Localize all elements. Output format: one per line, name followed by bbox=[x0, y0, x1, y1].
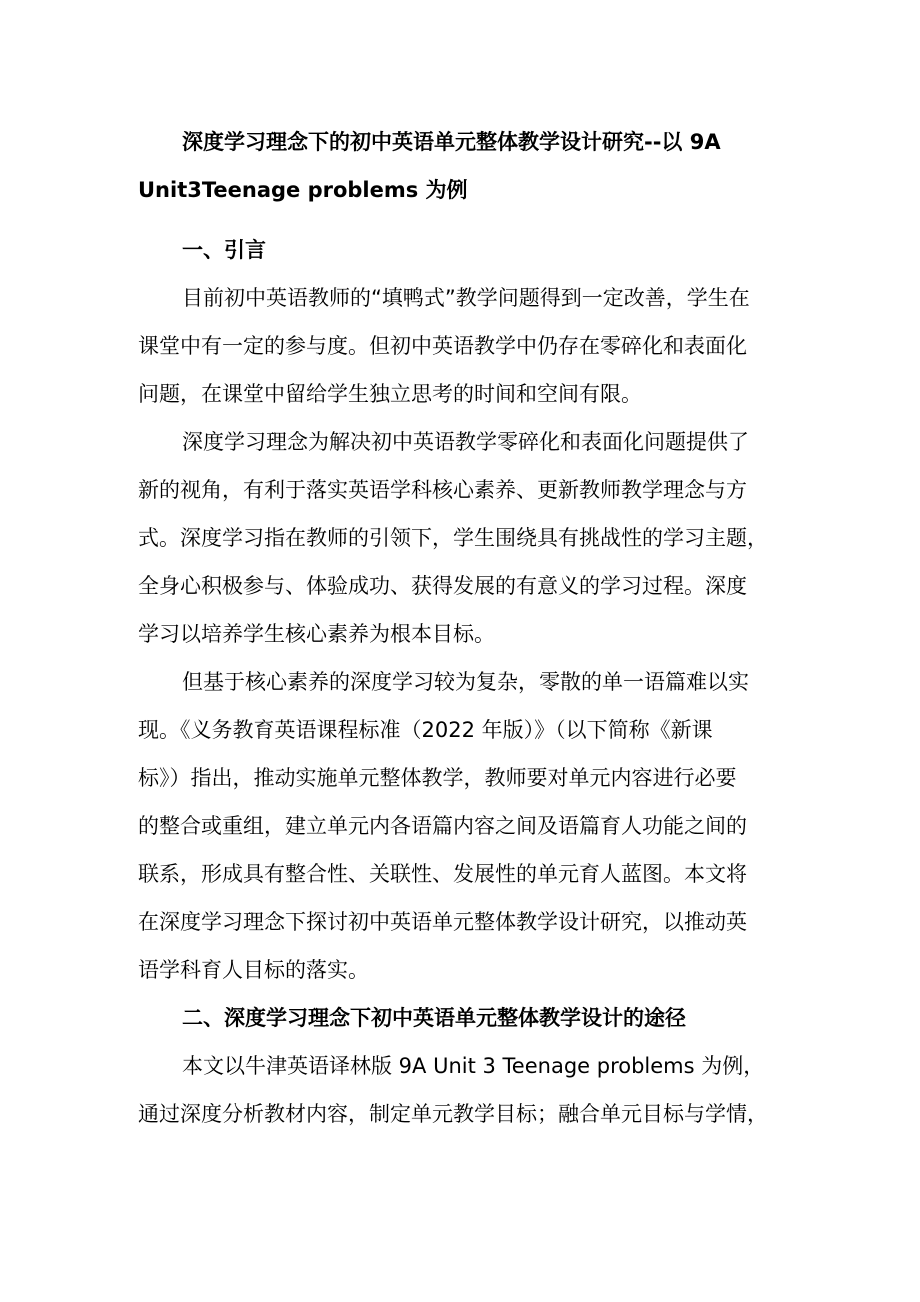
paragraph-1 bbox=[138, 274, 802, 418]
paragraph-line: 目前初中英语教师的“填鸭式”教学问题得到一定改善，学生在 bbox=[182, 286, 750, 310]
paragraph-line: 学习以培养学生核心素养为根本目标。 bbox=[138, 622, 495, 646]
paragraph-line: 式。深度学习指在教师的引领下，学生围绕具有挑战性的学习主题， bbox=[138, 526, 768, 550]
title-line-1: 深度学习理念下的初中英语单元整体教学设计研究--以 9A bbox=[182, 130, 721, 154]
paragraph-line: 通过深度分析教材内容，制定单元教学目标；融合单元目标与学情， bbox=[138, 1102, 768, 1126]
title-line-2: Unit3Teenage problems 为例 bbox=[138, 178, 468, 202]
paragraph-4 bbox=[138, 1042, 802, 1138]
paragraph-line: 新的视角，有利于落实英语学科核心素养、更新教师教学理念与方 bbox=[138, 478, 747, 502]
paragraph-line: 但基于核心素养的深度学习较为复杂，零散的单一语篇难以实 bbox=[182, 670, 749, 694]
paragraph-line: 标》）指出，推动实施单元整体教学，教师要对单元内容进行必要 bbox=[138, 766, 737, 790]
paragraph-line: 问题，在课堂中留给学生独立思考的时间和空间有限。 bbox=[138, 382, 642, 406]
paragraph-line: 深度学习理念为解决初中英语教学零碎化和表面化问题提供了 bbox=[182, 430, 749, 454]
paragraph-line: 全身心积极参与、体验成功、获得发展的有意义的学习过程。深度 bbox=[138, 574, 747, 598]
paragraph-line: 语学科育人目标的落实。 bbox=[138, 958, 369, 982]
document-title bbox=[138, 118, 802, 214]
section-heading-introduction: 一、引言 bbox=[182, 238, 266, 262]
paragraph-line: 的整合或重组，建立单元内各语篇内容之间及语篇育人功能之间的 bbox=[138, 814, 747, 838]
paragraph-3 bbox=[138, 658, 802, 994]
section-heading-approach: 二、深度学习理念下初中英语单元整体教学设计的途径 bbox=[182, 1006, 686, 1030]
paragraph-line: 本文以牛津英语译林版 9A Unit 3 Teenage problems 为例， bbox=[182, 1054, 765, 1078]
paragraph-line: 课堂中有一定的参与度。但初中英语教学中仍存在零碎化和表面化 bbox=[138, 334, 747, 358]
paragraph-2 bbox=[138, 418, 802, 658]
paragraph-line: 现。《义务教育英语课程标准（2022 年版）》（以下简称《新课 bbox=[138, 718, 713, 742]
document-body bbox=[138, 118, 802, 1138]
paragraph-line: 联系，形成具有整合性、关联性、发展性的单元育人蓝图。本文将 bbox=[138, 862, 747, 886]
paragraph-line: 在深度学习理念下探讨初中英语单元整体教学设计研究，以推动英 bbox=[138, 910, 747, 934]
